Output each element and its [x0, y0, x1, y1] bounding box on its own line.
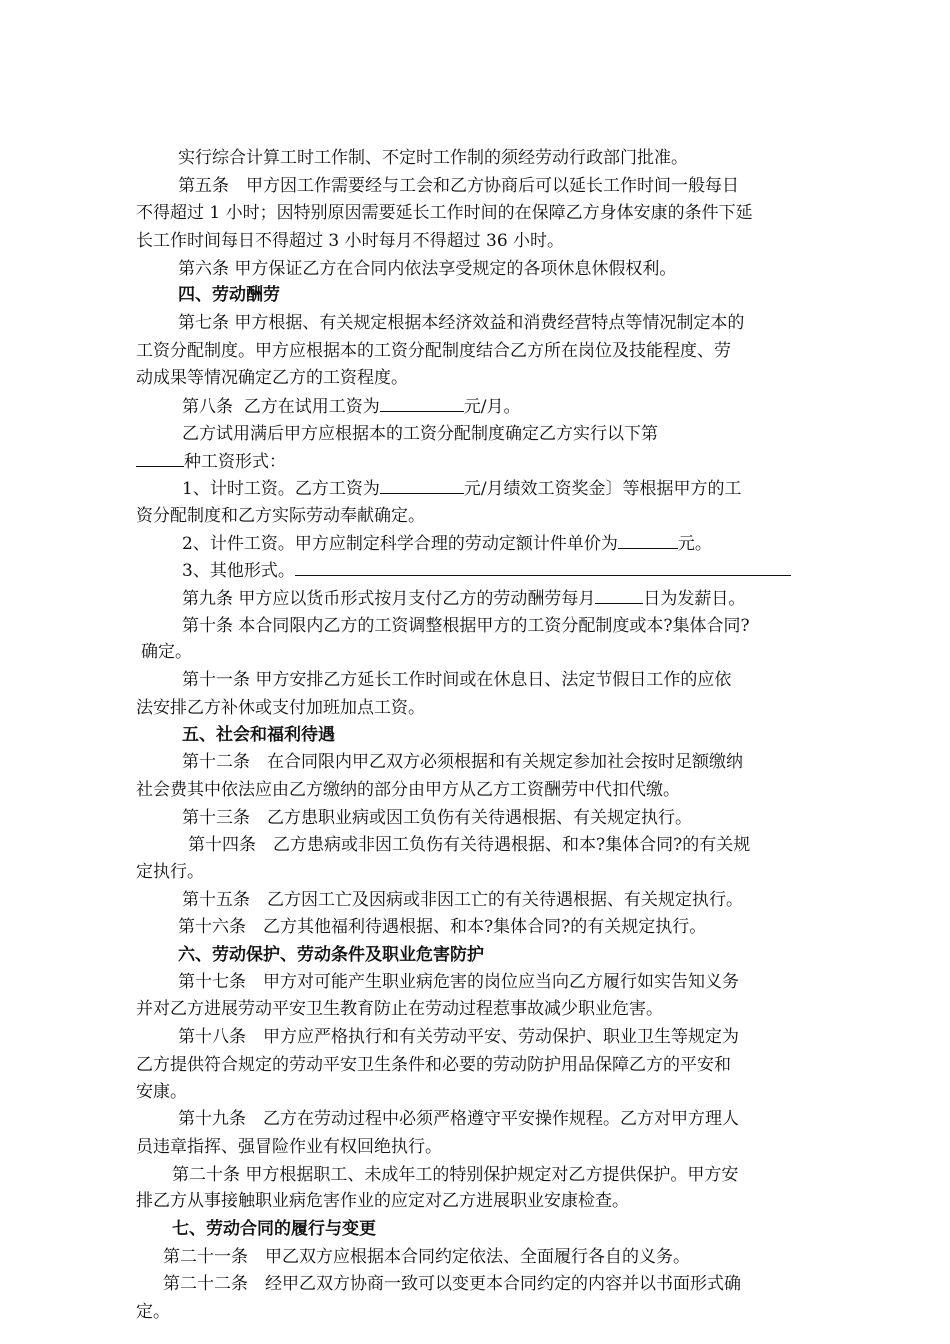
- text-line: 第五条 甲方因工作需要经与工会和乙方协商后可以延长工作时间一般每日: [178, 176, 739, 196]
- text-line: 乙方提供符合规定的劳动平安卫生条件和必要的劳动防护用品保障乙方的平安和: [136, 1055, 731, 1075]
- text-line: 第十二条 在合同限内甲乙双方必须根据和有关规定参加社会按时足额缴纳: [182, 752, 743, 772]
- section-heading: 六、劳动保护、劳动条件及职业危害防护: [178, 945, 484, 965]
- text-line: 第十七条 甲方对可能产生职业病危害的岗位应当向乙方履行如实告知义务: [178, 972, 739, 992]
- blank-field: [595, 586, 643, 604]
- text-line: 不得超过 1 小时；因特别原因需要延长工作时间的在保障乙方身体安康的条件下延: [136, 203, 753, 223]
- section-heading: 四、劳动酬劳: [178, 285, 280, 305]
- text-line: 第十六条 乙方其他福利待遇根据、和本?集体合同?的有关规定执行。: [178, 917, 707, 937]
- text-line: 第二十一条 甲乙双方应根据本合同约定依法、全面履行各自的义务。: [163, 1247, 690, 1267]
- text-line: 第七条 甲方根据、有关规定根据本经济效益和消费经营特点等情况制定本的: [178, 313, 745, 333]
- text-line: 3、其他形式。: [182, 558, 791, 582]
- text-line: 员违章指挥、强冒险作业有权回绝执行。: [136, 1137, 442, 1157]
- text-line: 定。: [136, 1302, 170, 1322]
- text-line: 确定。: [141, 642, 192, 662]
- text-line: 第九条 甲方应以货币形式按月支付乙方的劳动酬劳每月 日为发薪日。: [182, 586, 745, 610]
- text-line: 2、计件工资。甲方应制定科学合理的劳动定额计件单价为 元。: [182, 531, 712, 555]
- text-line: 法安排乙方补休或支付加班加点工资。: [136, 698, 425, 718]
- section-heading: 七、劳动合同的履行与变更: [172, 1219, 376, 1239]
- text-line: 第二十二条 经甲乙双方协商一致可以变更本合同约定的内容并以书面形式确: [163, 1274, 741, 1294]
- text-line: 乙方试用满后甲方应根据本的工资分配制度确定乙方实行以下第: [182, 424, 658, 444]
- text-line: 第十八条 甲方应严格执行和有关劳动平安、劳动保护、职业卫生等规定为: [178, 1027, 739, 1047]
- blank-field: [380, 394, 464, 412]
- text-line: 工资分配制度。甲方应根据本的工资分配制度结合乙方所在岗位及技能程度、劳: [136, 341, 731, 361]
- text-line: 并对乙方进展劳动平安卫生教育防止在劳动过程惹事故减少职业危害。: [136, 999, 663, 1019]
- blank-field: [380, 476, 464, 494]
- blank-field: [618, 531, 678, 549]
- text-line: 动成果等情况确定乙方的工资程度。: [136, 368, 408, 388]
- text-line: 资分配制度和乙方实际劳动奉献确定。: [136, 506, 425, 526]
- text-line: 定执行。: [136, 862, 204, 882]
- text-line: 社会费其中依法应由乙方缴纳的部分由甲方从乙方工资酬劳中代扣代缴。: [136, 780, 680, 800]
- section-heading: 五、社会和福利待遇: [182, 725, 335, 745]
- text-line: 第八条 乙方在试用工资为 元/月。: [182, 394, 521, 418]
- text-line: 第二十条 甲方根据职工、未成年工的特别保护规定对乙方提供保护。甲方安: [172, 1165, 739, 1185]
- text-line: 第十条 本合同限内乙方的工资调整根据甲方的工资分配制度或本?集体合同?: [182, 616, 750, 636]
- text-line: 第十一条 甲方安排乙方延长工作时间或在休息日、法定节假日工作的应依: [182, 670, 732, 690]
- blank-field: [295, 558, 791, 576]
- text-line: 第十九条 乙方在劳动过程中必须严格遵守平安操作规程。乙方对甲方理人: [178, 1109, 739, 1129]
- text-line: 第十四条 乙方患病或非因工负伤有关待遇根据、和本?集体合同?的有关规: [188, 835, 751, 855]
- text-line: 安康。: [136, 1082, 187, 1102]
- text-line: 实行综合计算工时工作制、不定时工作制的须经劳动行政部门批准。: [178, 148, 688, 168]
- text-line: 第十三条 乙方患职业病或因工负伤有关待遇根据、有关规定执行。: [182, 808, 692, 828]
- text-line: 第六条 甲方保证乙方在合同内依法享受规定的各项休息休假权利。: [178, 259, 677, 279]
- text-line: 长工作时间每日不得超过 3 小时每月不得超过 36 小时。: [136, 231, 565, 251]
- blank-field: [136, 449, 184, 467]
- text-line: 1、计时工资。乙方工资为 元/月绩效工资奖金〕等根据甲方的工: [182, 476, 742, 500]
- text-line: 排乙方从事接触职业病危害作业的应定对乙方进展职业安康检查。: [136, 1191, 629, 1211]
- text-line: 种工资形式：: [136, 449, 286, 473]
- text-line: 第十五条 乙方因工亡及因病或非因工亡的有关待遇根据、有关规定执行。: [182, 890, 743, 910]
